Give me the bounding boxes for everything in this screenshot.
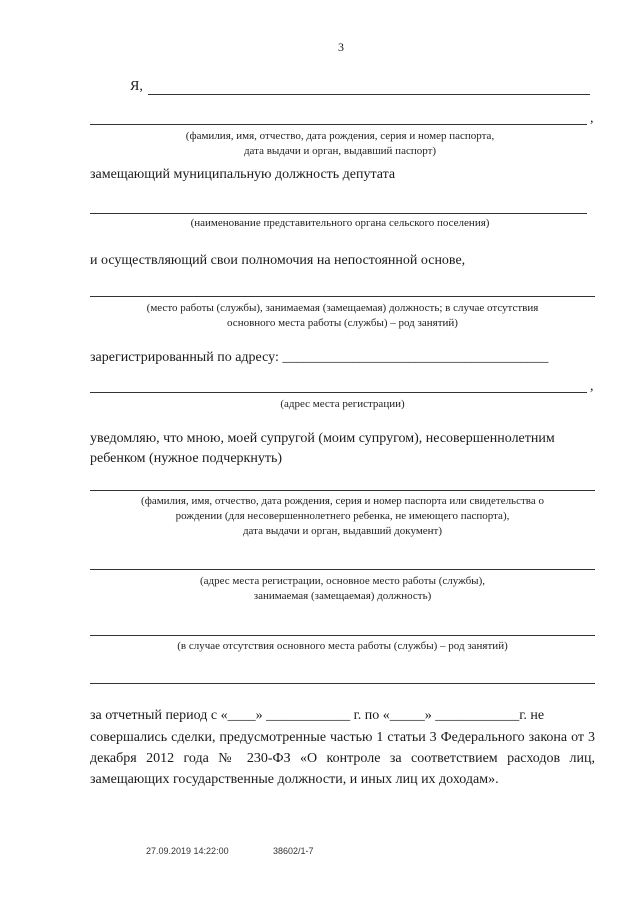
caption-relative-addr-1: (адрес места регистрации, основное место работы (службы), <box>200 575 485 587</box>
applicant-comma: , <box>590 111 594 126</box>
notify-line-2: ребенком (нужное подчеркнуть) <box>90 451 282 466</box>
caption-work-1: (место работы (службы), занимаемая (замещаемая) должность; в случае отсутствия <box>146 302 539 314</box>
non-permanent-text: и осуществляющий свои полномочия на непостоянной основе, <box>90 253 466 268</box>
caption-relative-2: рождении (для несовершеннолетнего ребенка, не имеющего паспорта), <box>175 510 510 522</box>
registered-text: зарегистрированный по адресу: ______________________________________ <box>90 350 549 365</box>
applicant-name-line[interactable] <box>148 94 590 95</box>
caption-relative-1: (фамилия, имя, отчество, дата рождения, серия и номер паспорта или свидетельства о <box>141 495 544 507</box>
page-number: 3 <box>338 40 344 54</box>
footer-doc-id: 38602/1-7 <box>273 846 314 856</box>
applicant-name-line-2[interactable] <box>90 124 587 125</box>
reg-comma: , <box>590 379 594 394</box>
position-text: замещающий муниципальную должность депутата <box>90 167 396 182</box>
relative-name-line[interactable] <box>90 490 595 491</box>
applicant-prefix: Я, <box>130 79 143 94</box>
caption-fio-1: (фамилия, имя, отчество, дата рождения, серия и номер паспорта, <box>185 130 495 142</box>
extra-line[interactable] <box>90 683 595 684</box>
caption-fio-2: дата выдачи и орган, выдавший паспорт) <box>243 145 437 157</box>
caption-work-2: основного места работы (службы) – род занятий) <box>227 317 458 329</box>
period-paragraph: совершались сделки, предусмотренные частью 1 статьи 3 Федерального закона от 3 декабря 2012 года № 230-ФЗ «О контроле за соответствием расходов лиц, замещающих государственные должности, и иных лиц их доходам». <box>90 730 595 787</box>
footer-timestamp: 27.09.2019 14:22:00 <box>146 846 229 856</box>
body-name-line[interactable] <box>90 213 587 214</box>
period-line-1: за отчетный период с «____» ____________ г. по «_____» ____________г. не <box>90 708 545 723</box>
reg-address-line[interactable] <box>90 392 587 393</box>
caption-relative-addr-2: занимаемая (замещаемая) должность) <box>253 590 432 602</box>
occupation-line[interactable] <box>90 635 595 636</box>
relative-address-line[interactable] <box>90 569 595 570</box>
caption-relative-3: дата выдачи и орган, выдавший документ) <box>242 525 443 537</box>
caption-no-work: (в случае отсутствия основного места работы (службы) – род занятий) <box>177 640 508 652</box>
caption-body-name: (наименование представительного органа сельского поселения) <box>190 217 490 229</box>
work-place-line[interactable] <box>90 296 595 297</box>
notify-line-1: уведомляю, что мною, моей супругой (моим супругом), несовершеннолетним <box>90 431 555 446</box>
caption-reg-address: (адрес места регистрации) <box>280 398 405 410</box>
